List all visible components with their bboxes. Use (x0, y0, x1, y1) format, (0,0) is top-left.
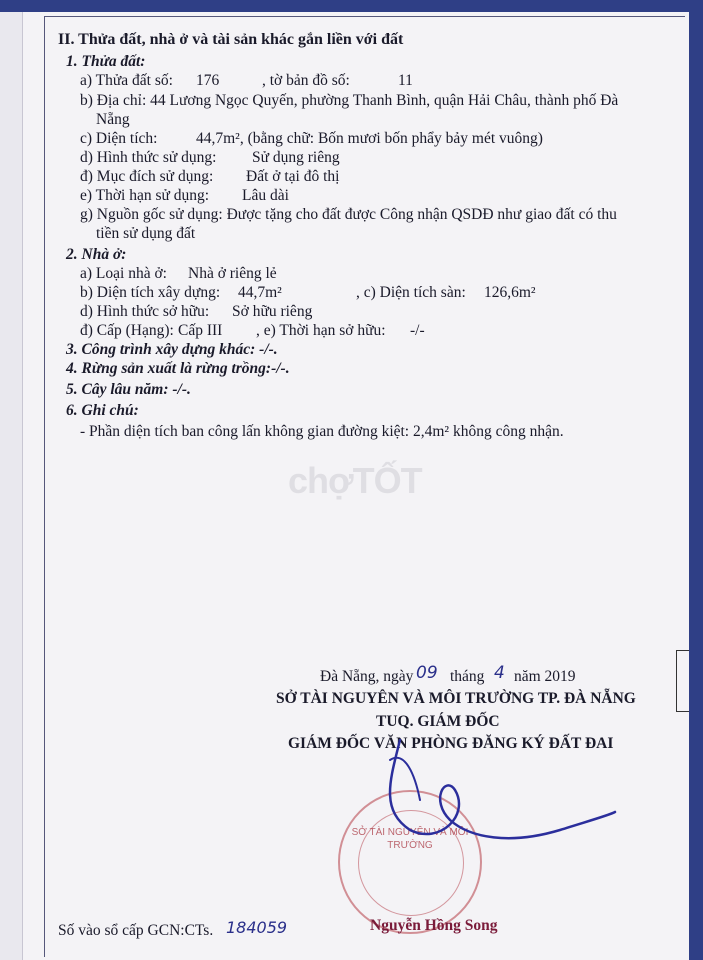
date-month: 4 (494, 663, 505, 683)
handwritten-signature (360, 720, 620, 890)
land-usage-form-value: Sử dụng riêng (252, 149, 340, 166)
notes-heading: 6. Ghi chú: (66, 402, 139, 419)
page-top-border (0, 0, 703, 12)
date-day: 09 (416, 663, 438, 683)
land-origin-line2: tiền sử dụng đất (96, 225, 196, 242)
planted-forest: 4. Rừng sản xuất là rừng trồng:-/-. (66, 360, 290, 377)
stamp-center-text: SỞ TÀI NGUYÊN VÀ MÔI TRƯỜNG (351, 827, 469, 851)
land-term-label: e) Thời hạn sử dụng: (80, 187, 210, 204)
house-grade-value: Cấp III (178, 322, 223, 339)
house-grade-label: đ) Cấp (Hạng): (80, 322, 174, 339)
land-map-value: 11 (398, 72, 413, 89)
office-title: GIÁM ĐỐC VĂN PHÒNG ĐĂNG KÝ ĐẤT ĐAI (288, 735, 614, 752)
land-address-line2: Nẵng (96, 111, 130, 128)
land-purpose-value: Đất ở tại đô thị (246, 168, 340, 185)
other-construction: 3. Công trình xây dựng khác: -/-. (66, 341, 278, 358)
house-ownership-value: Sở hữu riêng (232, 303, 313, 320)
perennial-trees: 5. Cây lâu năm: -/-. (66, 381, 191, 398)
house-term-label: , e) Thời hạn sở hữu: (256, 322, 386, 339)
land-area-label: c) Diện tích: (80, 130, 158, 147)
house-ownership-label: d) Hình thức sở hữu: (80, 303, 210, 320)
watermark: chợTỐT (288, 460, 422, 501)
page-right-border (689, 0, 703, 960)
registry-label: Số vào sổ cấp GCN:CTs. (58, 922, 214, 939)
house-term-value: -/- (410, 322, 425, 339)
land-area-value: 44,7m², (bằng chữ: Bốn mươi bốn phẩy bảy mét vuông) (196, 130, 543, 147)
land-heading: 1. Thửa đất: (66, 53, 146, 70)
date-prefix: Đà Nẵng, ngày (320, 668, 414, 685)
issuing-org: SỞ TÀI NGUYÊN VÀ MÔI TRƯỜNG TP. ĐÀ NẴNG (276, 690, 636, 707)
house-build-area-value: 44,7m² (238, 284, 282, 301)
house-type-value: Nhà ở riêng lẻ (188, 265, 277, 282)
house-floor-area-value: 126,6m² (484, 284, 536, 301)
land-map-label: , tờ bản đồ số: (262, 72, 350, 89)
section-title: II. Thửa đất, nhà ở và tài sản khác gắn liền với đất (58, 31, 404, 48)
page-left-margin (0, 0, 23, 960)
signer-name: Nguyễn Hồng Song (370, 917, 498, 934)
land-usage-form-label: d) Hình thức sử dụng: (80, 149, 217, 166)
land-parcel-label: a) Thửa đất số: (80, 72, 173, 89)
land-term-value: Lâu dài (242, 187, 289, 204)
house-heading: 2. Nhà ở: (66, 246, 127, 263)
house-floor-area-label: , c) Diện tích sàn: (356, 284, 466, 301)
house-build-area-label: b) Diện tích xây dựng: (80, 284, 221, 301)
right-edge-marks (676, 650, 689, 712)
land-origin-line1: g) Nguồn gốc sử dụng: Được tặng cho đất được Công nhận QSDĐ như giao đất có thu (80, 206, 617, 223)
land-purpose-label: đ) Mục đích sử dụng: (80, 168, 214, 185)
notes-text: - Phần diện tích ban công lấn không gian đường kiệt: 2,4m² không công nhận. (80, 423, 564, 440)
registry-number: 184059 (226, 918, 288, 937)
date-year: năm 2019 (514, 668, 576, 685)
tuq-title: TUQ. GIÁM ĐỐC (376, 713, 500, 730)
date-month-label: tháng (450, 668, 485, 685)
land-parcel-value: 176 (196, 72, 220, 89)
land-address-line1: b) Địa chỉ: 44 Lương Ngọc Quyến, phường Thanh Bình, quận Hải Châu, thành phố Đà (80, 92, 619, 109)
house-type-label: a) Loại nhà ở: (80, 265, 167, 282)
